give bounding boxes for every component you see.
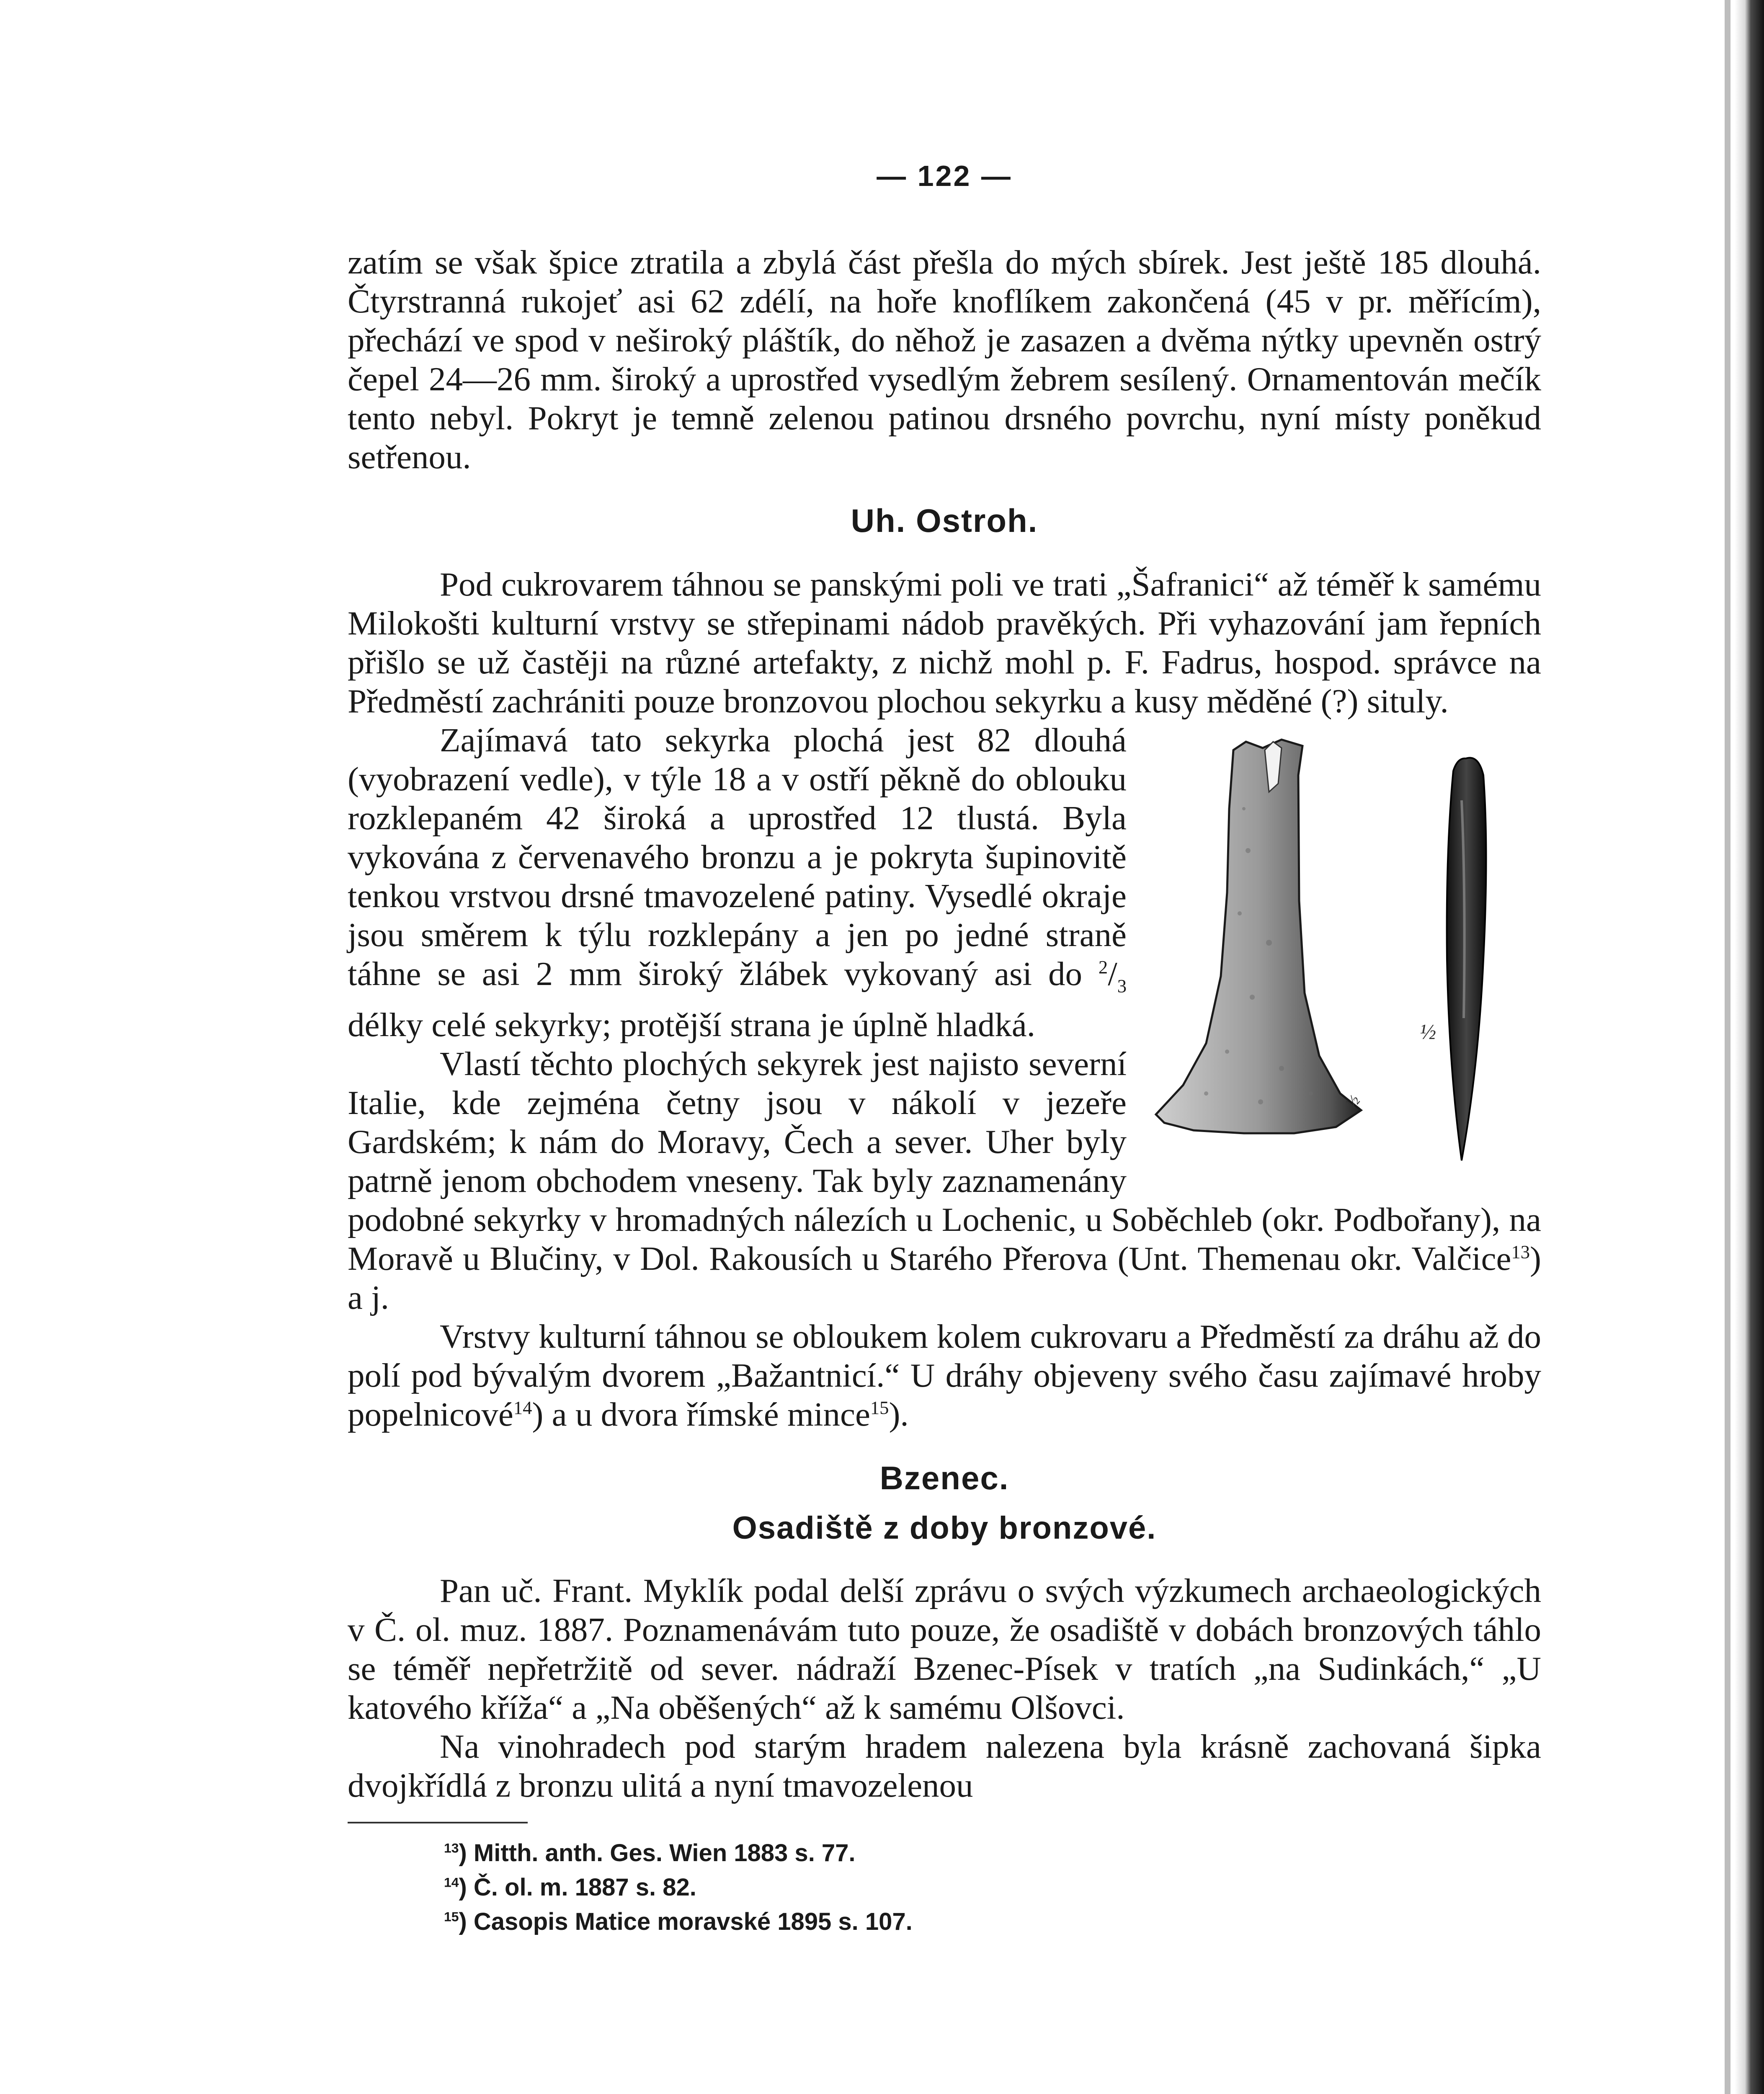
paragraph-ostroh-3: Vlastí těchto plochých sekyrek jest najisto severní Italie, kde zejména četny jsou v nákolí v jezeře Gardském; k nám do Moravy, Čech a sever. Uher byly patrně jenom obchodem vneseny. Tak byly zaznamenány podobné sekyrky v hromadných nálezích u Lochenic, u Soběchleb (okr. Podbořany), na Moravě u Blučiny, v Dol. Rakousích u Starého Přerova (Unt. Themenau okr. Valčice$^{13}$) a j. bbox=[348, 1045, 1541, 1317]
footnote-13: $^{13}$) Mitth. anth. Ges. Wien 1883 s. 77. bbox=[444, 1839, 856, 1867]
scan-border-line bbox=[1725, 0, 1730, 2094]
footnote-14: $^{14}$) Č. ol. m. 1887 s. 82. bbox=[444, 1874, 696, 1901]
axe-side-view bbox=[1447, 758, 1486, 1160]
footnote-divider bbox=[348, 1822, 528, 1823]
page-number: — 122 — bbox=[877, 160, 1012, 192]
footnote-15: $^{15}$) Casopis Matice moravské 1895 s. 107. bbox=[444, 1908, 913, 1936]
section-heading-bzenec: Bzenec. bbox=[879, 1460, 1009, 1497]
footnote-ref-15[interactable]: 15 bbox=[870, 1397, 889, 1418]
subsection-heading: Osadiště z doby bronzové. bbox=[732, 1510, 1157, 1546]
paragraph-continuation: zatím se však špice ztratila a zbylá část přešla do mých sbírek. Jest ještě 185 dlouhá. Čtyrstranná rukojeť asi 62 zdélí, na hoře knoflíkem zakončená (45 v pr. měřícím), přechází ve spod v neširoký pláštík, do něhož je zasazen a dvěma nýtky upevněn ostrý čepel 24—26 mm. široký a uprostřed vysedlým žebrem sesílený. Ornamentován mečík tento nebyl. Pokryt je temně zelenou patinou drsného povrchu, nyní místy poněkud setřenou. bbox=[348, 243, 1541, 476]
paragraph-bzenec-2: Na vinohradech pod starým hradem nalezena byla krásně zachovaná šipka dvojkřídlá z bronzu ulitá a nyní tmavozelenou bbox=[348, 1728, 1541, 1805]
footnote-ref-14[interactable]: 14 bbox=[513, 1397, 532, 1418]
axe-front-view bbox=[1156, 740, 1361, 1133]
paragraph-ostroh-2: Zajímavá tato sekyrka plochá jest 82 dlouhá (vyobrazení vedle), v týle 18 a v ostří pěkně do oblouku rozklepaném 42 široká a uprostřed 12 tlustá. Byla vykována z červenavého bronzu a je pokryta šupinovitě tenkou vrstvou drsné tmavozelené patiny. Vysedlé okraje jsou směrem k týlu rozklepány a jen po jedné straně táhne se asi 2 mm široký žlábek vykovaný asi do $^2/_3$ délky celé sekyrky; protější strana je úplně hladká. bbox=[348, 721, 1127, 1044]
fraction-denominator: 3 bbox=[1117, 975, 1127, 997]
scale-label: ½ bbox=[1420, 1020, 1436, 1044]
section-heading-uh-ostroh: Uh. Ostroh. bbox=[851, 502, 1038, 539]
paragraph-ostroh-4: Vrstvy kulturní táhnou se obloukem kolem cukrovaru a Předměstí za dráhu až do polí pod bývalým dvorem „Bažantnicí.“ U dráhy objeveny svého času zajímavé hroby popelnicové$^{14}$) a u dvora římské mince$^{15}$). bbox=[348, 1318, 1541, 1434]
scan-edge bbox=[1735, 0, 1764, 2094]
scale-label-2: ½ bbox=[1341, 1091, 1364, 1113]
fraction-numerator: 2 bbox=[1098, 957, 1108, 977]
paragraph-bzenec-1: Pan uč. Frant. Myklík podal delší zprávu o svých výzkumech archaeologických v Č. ol. muz. 1887. Poznamenávám tuto pouze, že osadiště v dobách bronzových táhlo se téměř nepřetržitě od sever. nádraží Bzenec-Písek v tratích „na Sudinkách,“ „U katového kříža“ a „Na oběšených“ až k samému Olšovci. bbox=[348, 1572, 1541, 1727]
document-page bbox=[348, 159, 1541, 1939]
bronze-axe-illustration bbox=[1143, 725, 1541, 1186]
footnote-ref-13[interactable]: 13 bbox=[1511, 1241, 1530, 1263]
axe-figure bbox=[1143, 725, 1541, 1186]
paragraph-ostroh-1: Pod cukrovarem táhnou se panskými poli ve trati „Šafranici“ až téměř k samému Milokošti kulturní vrstvy se střepinami nádob pravěkých. Při vyhazování jam řepních přišlo se už častěji na různé artefakty, z nichž mohl p. F. Fadrus, hospod. správce na Předměstí zachrániti pouze bronzovou plochou sekyrku a kusy měděné (?) situly. bbox=[348, 565, 1541, 720]
